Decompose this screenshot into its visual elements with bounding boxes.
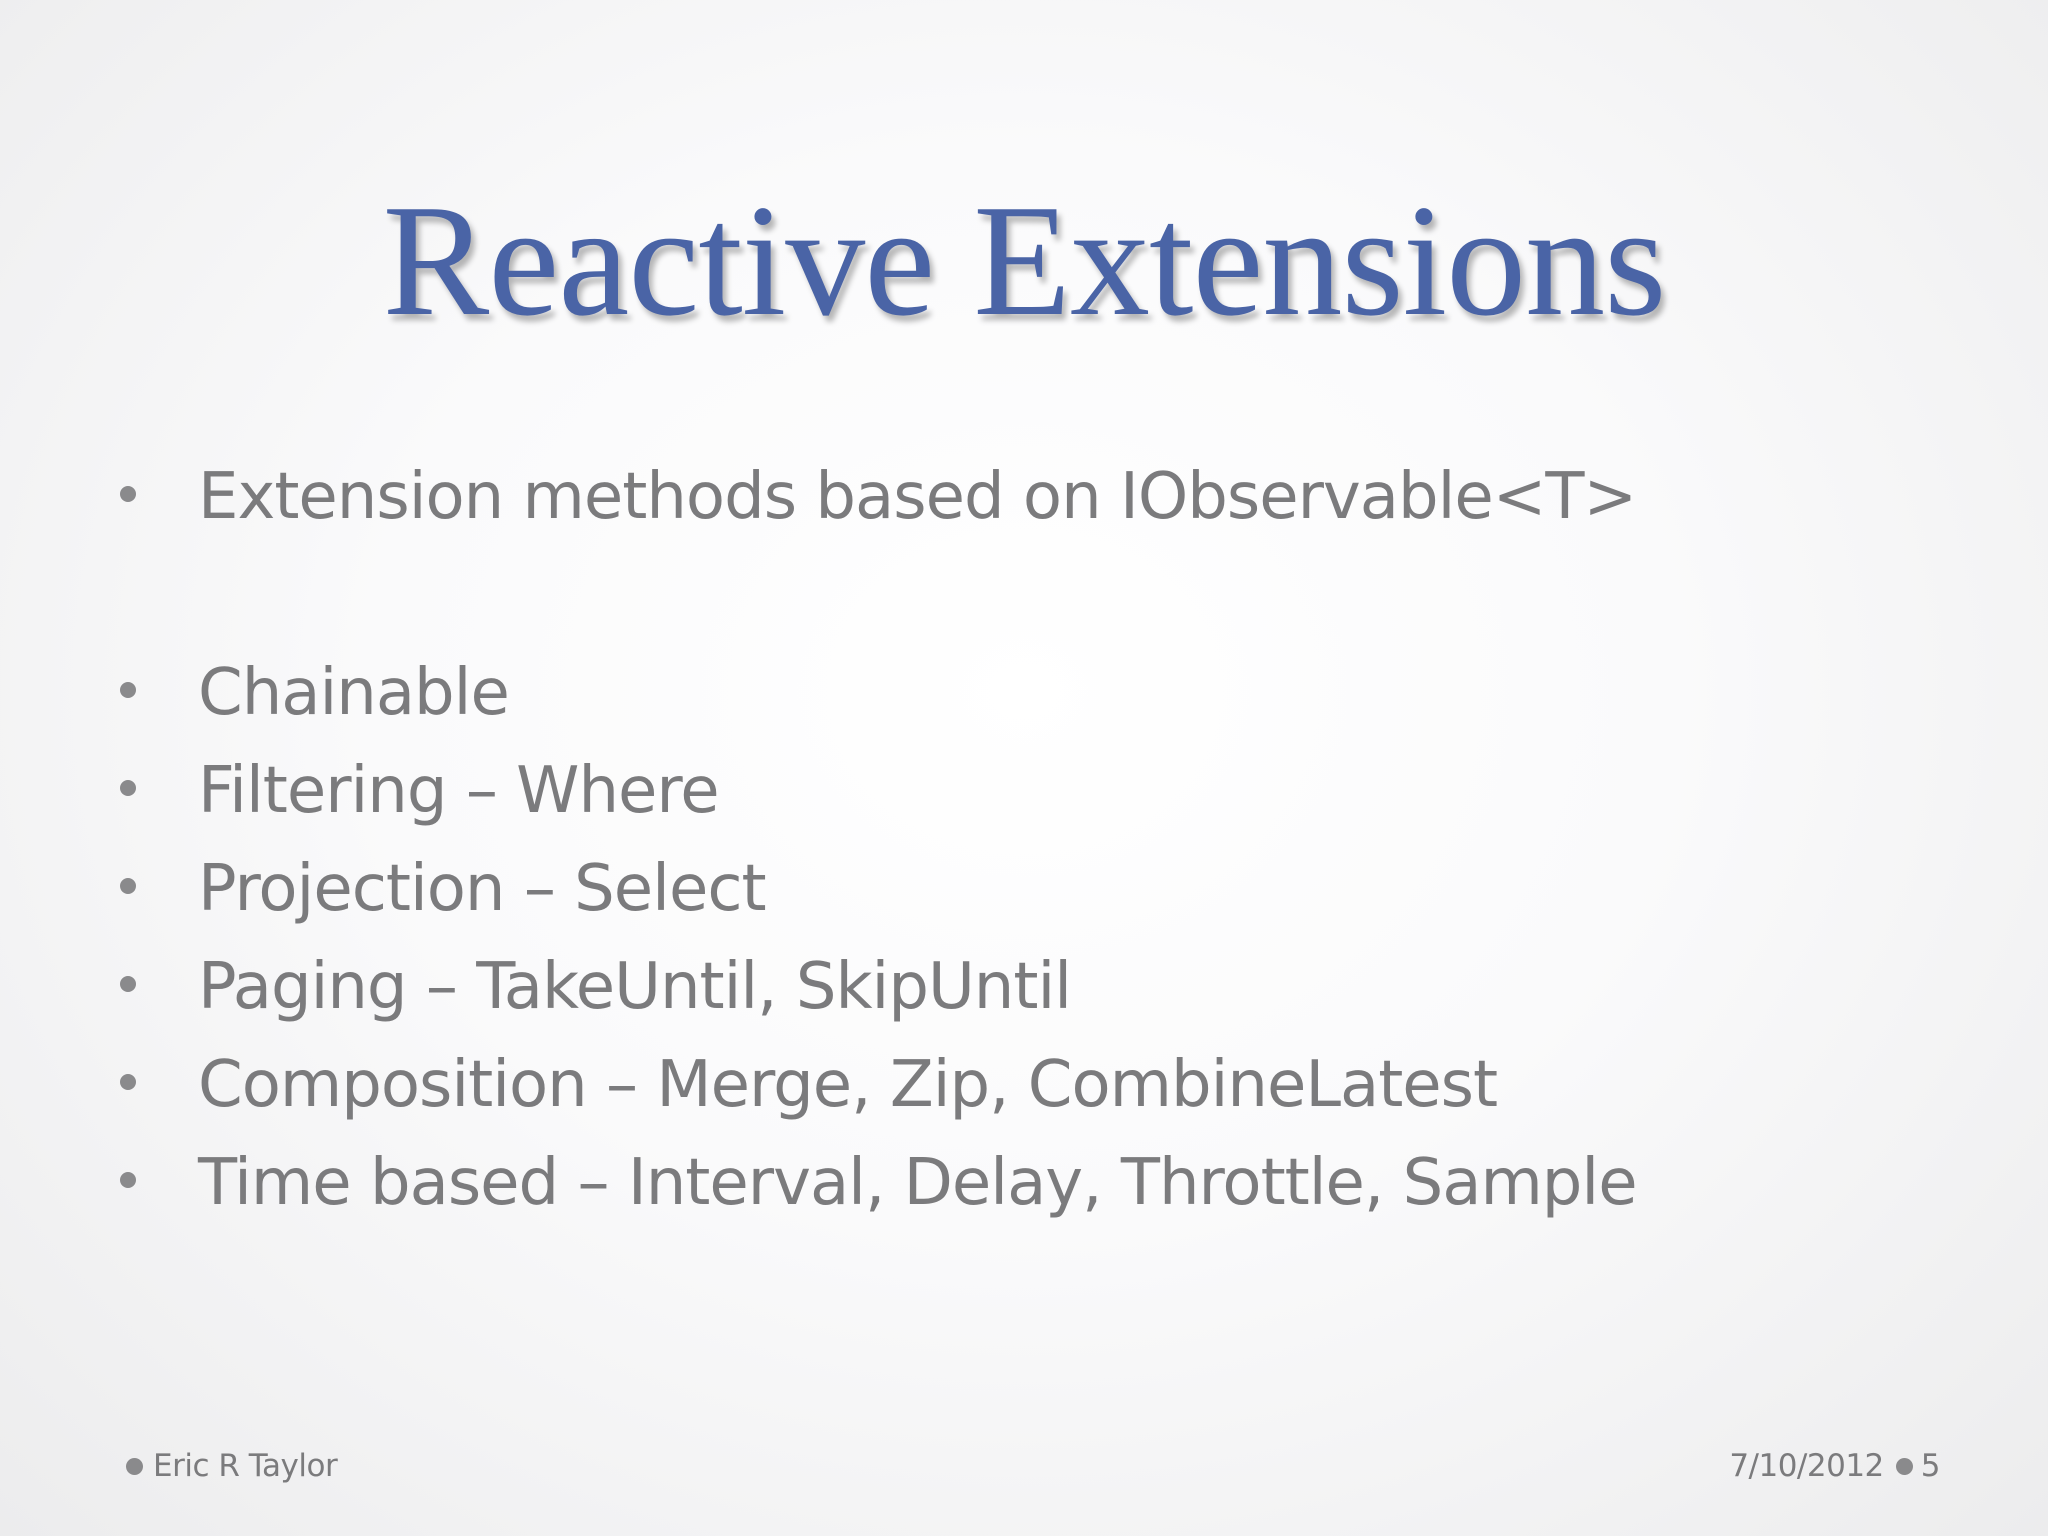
bullet-dot-icon [120,976,136,992]
bullet-dot-icon [120,1074,136,1090]
footer-author-text: Eric R Taylor [153,1448,338,1484]
bullet-dot-icon [120,780,136,796]
bullet-dot-icon [120,1172,136,1188]
bullet-text: Extension methods based on IObservable<T> [198,460,1637,534]
bullet-item [120,742,719,840]
footer-date: 7/10/2012 [1729,1448,1884,1484]
bullet-item [120,938,1071,1036]
slide-title: Reactive Extensions [382,171,1666,349]
footer-author [126,1446,337,1486]
bullet-text: Composition – Merge, Zip, CombineLatest [198,1048,1498,1122]
bullet-text: Projection – Select [198,852,766,926]
bullet-item [120,1036,1497,1134]
bullet-item [120,1134,1637,1232]
bullet-item [120,644,509,742]
bullet-text: Filtering – Where [198,754,719,828]
bullet-dot-icon [120,878,136,894]
slide-number: 5 [1920,1448,1940,1484]
bullet-dot-icon [120,682,136,698]
bullet-dot-icon [120,486,136,502]
footer-dot-icon [1896,1458,1913,1475]
bullet-text: Chainable [198,656,509,730]
bullet-text: Time based – Interval, Delay, Throttle, Sample [198,1146,1637,1220]
footer-date-page [1729,1446,1940,1486]
bullet-item [120,840,766,938]
bullet-item [120,448,1636,546]
footer-dot-icon [126,1458,143,1475]
bullet-text: Paging – TakeUntil, SkipUntil [198,950,1071,1024]
